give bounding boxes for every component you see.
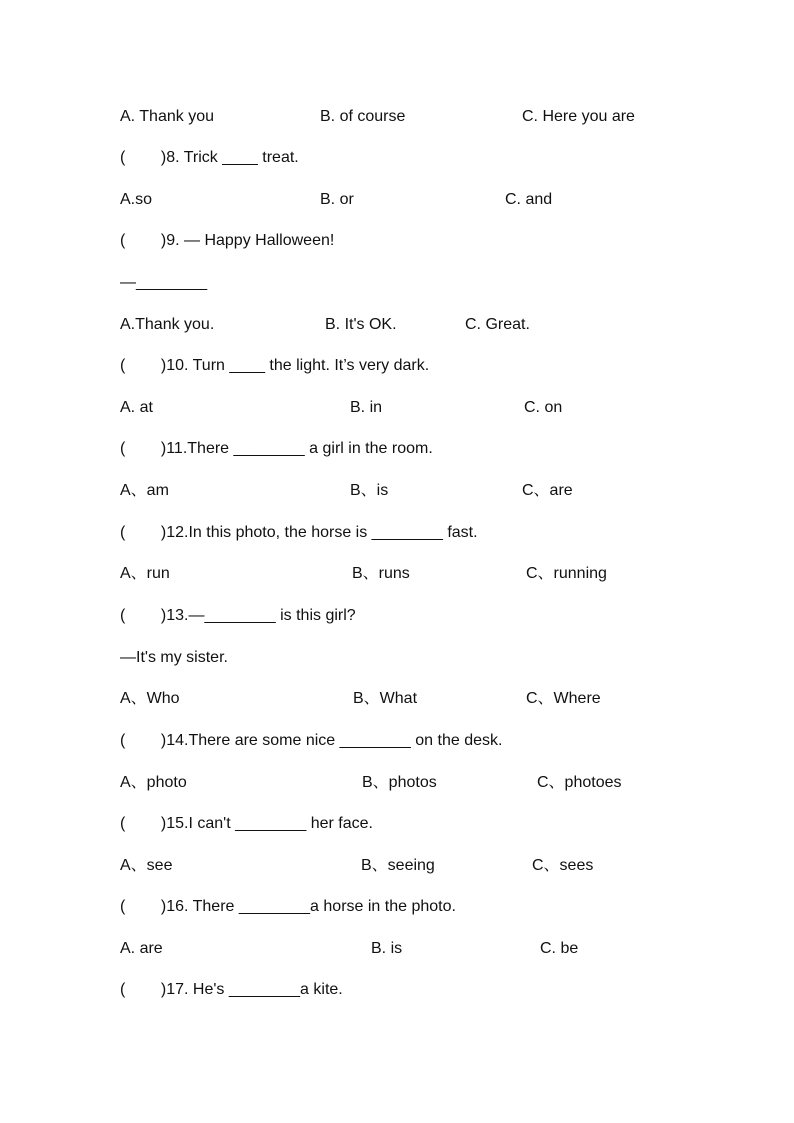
question-line: —________ [120,274,208,291]
answer-option-a: A、run [120,565,170,582]
answer-option-b: B、photos [362,774,437,791]
answer-option-a: A、photo [120,774,187,791]
answer-option-a: A.so [120,191,153,208]
question-line: ( )10. Turn ____ the light. It’s very dark. [120,357,430,374]
answer-option-b: B、runs [352,565,410,582]
answer-option-a: A、see [120,857,173,874]
question-line: —It's my sister. [120,649,228,666]
answer-option-a: A、Who [120,690,180,707]
answer-option-b: B. in [350,399,383,416]
answer-option-b: B、is [350,482,389,499]
question-line: ( )9. — Happy Halloween! [120,232,335,249]
answer-option-c: C、Where [526,690,601,707]
answer-option-a: A. are [120,940,163,957]
question-line: ( )8. Trick ____ treat. [120,149,299,166]
question-line: ( )11.There ________ a girl in the room. [120,440,433,457]
answer-option-a: A. at [120,399,153,416]
answer-option-a: A、am [120,482,169,499]
question-line: ( )13.—________ is this girl? [120,607,356,624]
answer-option-b: B. of course [320,108,406,125]
answer-option-c: C. Great. [465,316,530,333]
question-line: ( )15.I can't ________ her face. [120,815,373,832]
answer-option-b: B. is [371,940,403,957]
answer-option-c: C. Here you are [522,108,635,125]
answer-option-b: B、What [353,690,418,707]
answer-option-b: B. It's OK. [325,316,397,333]
answer-option-c: C、photoes [537,774,622,791]
answer-option-a: A.Thank you. [120,316,215,333]
answer-option-c: C、are [522,482,573,499]
answer-option-a: A. Thank you [120,108,214,125]
answer-option-c: C、sees [532,857,594,874]
question-line: ( )17. He's ________a kite. [120,981,343,998]
question-line: ( )14.There are some nice ________ on the desk. [120,732,503,749]
answer-option-b: B、seeing [361,857,435,874]
answer-option-b: B. or [320,191,354,208]
answer-option-c: C. be [540,940,579,957]
question-line: ( )16. There ________a horse in the photo. [120,898,456,915]
question-line: ( )12.In this photo, the horse is ________ fast. [120,524,478,541]
answer-option-c: C. on [524,399,563,416]
answer-option-c: C. and [505,191,553,208]
answer-option-c: C、running [526,565,607,582]
